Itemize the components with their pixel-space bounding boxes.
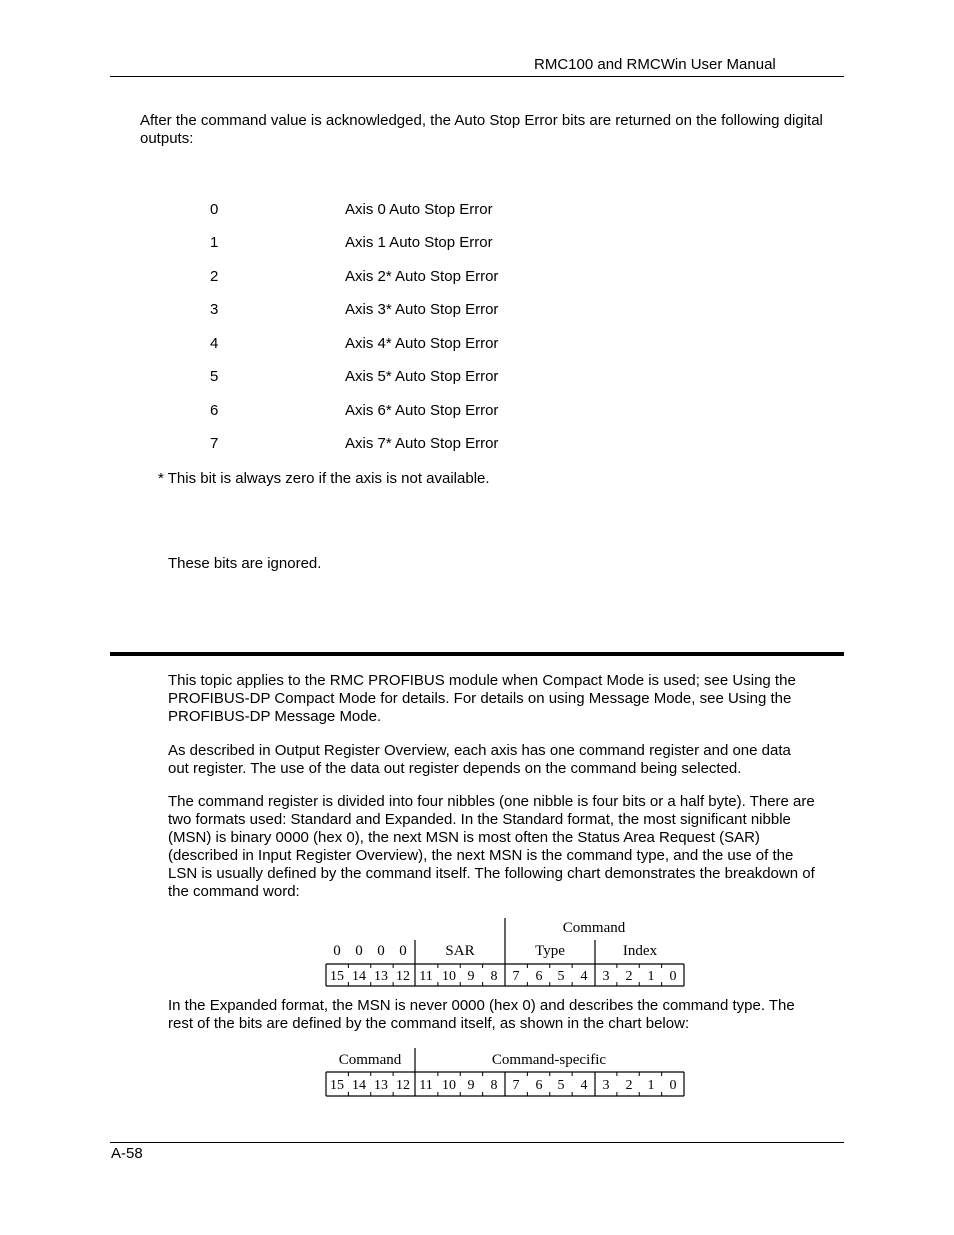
- bit-number-label: 12: [396, 1078, 410, 1093]
- command-label: Command: [338, 1052, 402, 1068]
- bit-number-label: 14: [352, 969, 366, 984]
- ignored-note: These bits are ignored.: [168, 555, 322, 572]
- bit-row: [0, 268, 600, 286]
- paragraph-output-register: [168, 742, 791, 778]
- bit-number-label: 4: [580, 1078, 588, 1093]
- command-specific-label: Command-specific: [491, 1052, 607, 1068]
- bit-description: Axis 4* Auto Stop Error: [345, 335, 499, 352]
- bit-number-label: 9: [467, 1078, 475, 1093]
- bit-number-label: 15: [330, 969, 344, 984]
- bit-number-label: 12: [396, 969, 410, 984]
- bit-number-label: 3: [602, 969, 610, 984]
- bit-description: Axis 3* Auto Stop Error: [345, 301, 499, 318]
- footer-rule: [110, 1142, 844, 1143]
- msn-bit-label: 0: [333, 943, 341, 959]
- bit-number-label: 15: [330, 1078, 344, 1093]
- bit-number-label: 1: [647, 1078, 655, 1093]
- bit-number: 2: [210, 268, 219, 285]
- bit-number-label: 2: [625, 1078, 633, 1093]
- bit-number-label: 4: [580, 969, 588, 984]
- bit-number-label: 1: [647, 969, 655, 984]
- bit-number-label: 3: [602, 1078, 610, 1093]
- bit-number: 7: [210, 435, 219, 452]
- page-number: A-58: [111, 1145, 143, 1162]
- footnote: * This bit is always zero if the axis is not available.: [158, 470, 490, 487]
- bit-number: 5: [210, 368, 219, 385]
- bit-number: 4: [210, 335, 219, 352]
- msn-bit-label: 0: [399, 943, 407, 959]
- bit-description: Axis 1 Auto Stop Error: [345, 234, 493, 251]
- text-line: PROFIBUS-DP Message Mode.: [168, 708, 382, 725]
- bit-row: [0, 335, 600, 353]
- bit-number-label: 11: [419, 1078, 433, 1093]
- bit-number: 1: [210, 234, 219, 251]
- text-line: The command register is divided into four nibbles (one nibble is four bits or a half byte). There are: [168, 793, 815, 810]
- bit-description: Axis 7* Auto Stop Error: [345, 435, 499, 452]
- bit-description: Axis 0 Auto Stop Error: [345, 201, 493, 218]
- sar-label: SAR: [445, 943, 475, 959]
- section-rule: [110, 652, 844, 656]
- msn-bit-label: 0: [355, 943, 363, 959]
- bit-number-label: 7: [512, 1078, 520, 1093]
- bit-number-label: 5: [557, 1078, 565, 1093]
- bit-number-label: 2: [625, 969, 633, 984]
- text-line: (described in Input Register Overview), the next MSN is the command type, and the use of the: [168, 847, 794, 864]
- text-line: out register. The use of the data out register depends on the command being selected.: [168, 760, 742, 777]
- bit-number-label: 8: [490, 1078, 498, 1093]
- bit-number: 3: [210, 301, 219, 318]
- text-line: As described in Output Register Overview, each axis has one command register and one data: [168, 742, 791, 759]
- bit-number-label: 5: [557, 969, 565, 984]
- bit-description: Axis 5* Auto Stop Error: [345, 368, 499, 385]
- text-line: LSN is usually defined by the command itself. The following chart demonstrates the breakdown of: [168, 865, 815, 882]
- text-line: This topic applies to the RMC PROFIBUS module when Compact Mode is used; see Using the: [168, 672, 796, 689]
- bit-number-label: 8: [490, 969, 498, 984]
- bit-number-label: 10: [442, 969, 456, 984]
- bit-number-label: 14: [352, 1078, 366, 1093]
- msn-bit-label: 0: [377, 943, 385, 959]
- bit-number: 0: [210, 201, 219, 218]
- bit-row: [0, 201, 600, 219]
- paragraph-command-register: [168, 793, 815, 901]
- paragraph-compact-mode: [168, 672, 796, 726]
- bit-number-label: 13: [374, 969, 388, 984]
- bit-description: Axis 6* Auto Stop Error: [345, 402, 499, 419]
- type-label: Type: [535, 943, 565, 959]
- bit-number-label: 13: [374, 1078, 388, 1093]
- command-label: Command: [562, 920, 626, 936]
- bit-number-label: 11: [419, 969, 433, 984]
- text-line: In the Expanded format, the MSN is never 0000 (hex 0) and describes the command type. The: [168, 997, 795, 1014]
- bit-row: [0, 402, 600, 420]
- bit-row: [0, 368, 600, 386]
- bit-number-label: 0: [669, 1078, 677, 1093]
- text-line: (MSN) is binary 0000 (hex 0), the next MSN is most often the Status Area Request (SAR): [168, 829, 760, 846]
- bit-row: [0, 301, 600, 319]
- bit-description: Axis 2* Auto Stop Error: [345, 268, 499, 285]
- standard-format-chart: [320, 912, 690, 990]
- text-line: PROFIBUS-DP Compact Mode for details. For details on using Message Mode, see Using the: [168, 690, 792, 707]
- text-line: the command word:: [168, 883, 300, 900]
- text-line: two formats used: Standard and Expanded. In the Standard format, the most significant nibble: [168, 811, 791, 828]
- expanded-format-chart: [320, 1042, 690, 1102]
- bit-number-label: 6: [535, 1078, 543, 1093]
- intro-paragraph: After the command value is acknowledged, the Auto Stop Error bits are returned on the following digital outputs:: [140, 112, 823, 147]
- bit-number-label: 0: [669, 969, 677, 984]
- bit-number-label: 9: [467, 969, 475, 984]
- bit-number-label: 10: [442, 1078, 456, 1093]
- bit-row: [0, 234, 600, 252]
- header-title: RMC100 and RMCWin User Manual: [534, 56, 776, 73]
- paragraph-expanded-format: [168, 997, 795, 1033]
- index-label: Index: [622, 943, 658, 959]
- text-line: rest of the bits are defined by the command itself, as shown in the chart below:: [168, 1015, 690, 1032]
- bit-number: 6: [210, 402, 219, 419]
- bit-row: [0, 435, 600, 453]
- bit-number-label: 6: [535, 969, 543, 984]
- bit-number-label: 7: [512, 969, 520, 984]
- header-rule: [110, 76, 844, 77]
